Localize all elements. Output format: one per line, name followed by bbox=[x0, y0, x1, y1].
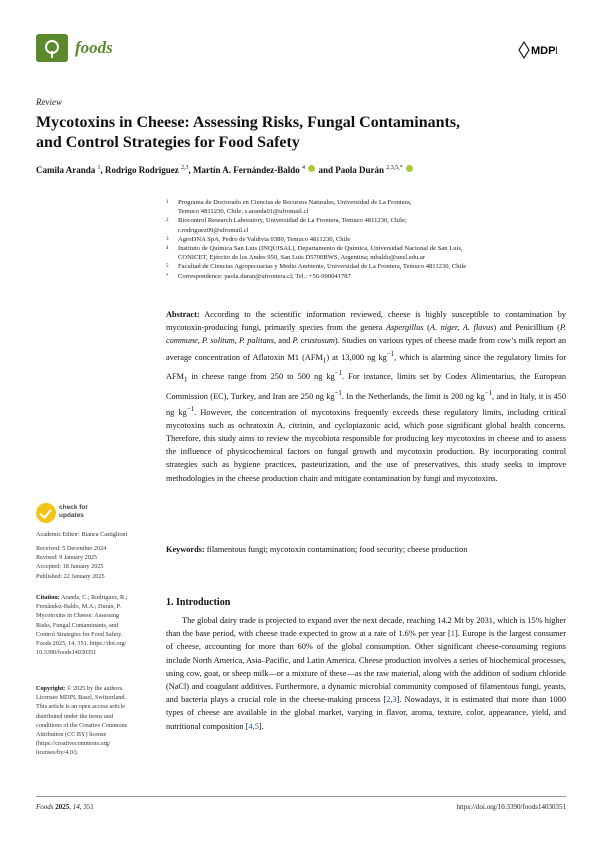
author-name[interactable]: Rodrigo Rodriguez bbox=[105, 165, 179, 175]
mdpi-logo-icon bbox=[517, 40, 557, 60]
citation-link[interactable]: 2,3 bbox=[386, 695, 397, 705]
license-link[interactable]: (https://creativecommons.org/ bbox=[36, 740, 111, 748]
author-name[interactable]: Paola Durán bbox=[335, 165, 385, 175]
keywords-text: filamentous fungi; mycotoxin contamination; food security; cheese production bbox=[206, 545, 468, 554]
citation-label: Citation: bbox=[36, 594, 60, 601]
affiliation-item: 4 Instituto de Química San Luis (INQUISAL), Departamento de Química, Universidad Nacional de San Luis, CONICET, Ejército de los Andes 950, San Luis D5700BWS, Argentina; mbaldo@unsl.edu.ar bbox=[166, 245, 463, 262]
revised-date: Revised: 9 January 2025 bbox=[36, 554, 98, 562]
orcid-icon[interactable] bbox=[406, 165, 413, 172]
article-title bbox=[36, 113, 566, 153]
keywords-label: Keywords: bbox=[166, 545, 205, 554]
affiliation-item: 2 Biocontrol Research Laboratory, Universidad de La Frontera, Temuco 4811230, Chile; r.rodriguez09@ufromail.cl bbox=[166, 217, 407, 234]
published-date: Published: 22 January 2025 bbox=[36, 572, 105, 580]
affiliation-item: 5 Facultad de Ciencias Agropecuarias y Medio Ambiente, Universidad de La Frontera, Temuco 4811230, Chile bbox=[166, 263, 467, 271]
author-list: Camila Aranda $^1$, Rodrigo Rodriguez $^{2,3}$, Martín A. Fernández-Baldo $^4$ and Paola Durán $^{2,3,5,*}$ bbox=[36, 165, 576, 175]
section-heading: 1. Introduction bbox=[166, 597, 231, 608]
title-line-2: and Control Strategies for Food Safety bbox=[36, 134, 300, 151]
affiliations bbox=[166, 198, 566, 281]
citation-link[interactable]: 4,5 bbox=[248, 721, 259, 731]
abstract: Abstract: According to the scientific information reviewed, cheese is highly susceptible to contamination by mycotoxin-producing fungi, primarily species from the genera Aspergillus (A. niger, A. flavus) and Penicillium (P. commune, P. solitum, P. palitans, and P. crustosum). Studies on various types of cheese made from cow’s milk report an average concentration of Aflatoxin M1 $(AFM_1)$ at 13,000 ng $kg^{-1}$, which is alarming since the regulatory limits for $AFM_1$ in cheese range from 250 to 500 ng $kg^{-1}$. For instance, limits set by Codex Alimentarius, the European Commission (EC), Turkey, and Iran are 250 ng $kg^{-1}$. In the Netherlands, the limit is 200 ng $kg^{-1}$, and in Italy, it is 450 ng $kg^{-1}$. However, the concentration of mycotoxins frequently exceeds these regulatory limits, including critical mycotoxins such as ochratoxin A, citrinin, and cyclopiazonic acid, which pose significant global health concerns. Therefore, this study aims to review the mycobiota responsible for producing key mycotoxins in cheese and to assess the influence of physicochemical factors on fungal growth and mycotoxin production. By incorporating control strategies such as hygiene practices, pasteurization, and the use of preservatives, this study seeks to improve methodologies in the cheese production chain and mitigate contamination by fungi and mycotoxins. bbox=[166, 310, 567, 483]
citation-doi-link[interactable]: 10.3390/foods14030351 bbox=[36, 649, 97, 657]
mdpi-logo[interactable] bbox=[517, 40, 557, 60]
article-type: Review bbox=[36, 97, 62, 107]
footer-doi-link[interactable]: https://doi.org/10.3390/foods14030351 bbox=[456, 803, 566, 811]
footer-divider bbox=[36, 796, 566, 797]
abstract-label: Abstract: bbox=[166, 310, 200, 319]
academic-editor: Academic Editor: Bianca Castiglioni bbox=[36, 531, 128, 538]
journal-name[interactable]: foods bbox=[75, 38, 113, 57]
author-affil-sup: 2,3,5,* bbox=[386, 165, 403, 171]
received-date: Received: 5 December 2024 bbox=[36, 545, 107, 552]
author-affil-sup: 4 bbox=[302, 165, 306, 171]
citation-block: Citation: Aranda, C.; Rodriguez, R.; Fernández-Baldo, M.A.; Durán, P. Mycotoxins in Cheese: Assessing Risks, Fungal Contaminants, and Control Strategies for Food Safety. Foods 2025, 14, 351. https://doi.org/ 10.3390/foods14030351 bbox=[36, 594, 128, 657]
affiliation-item: 1 Programa de Doctorado en Ciencias de Recursos Naturales, Universidad de La Frontera, Temuco 4811230, Chile; s.aranda01@ufromail.cl bbox=[166, 199, 412, 216]
journal-logo bbox=[36, 34, 68, 62]
orcid-icon[interactable] bbox=[308, 165, 315, 172]
keywords bbox=[166, 544, 566, 556]
author-name[interactable]: Martín A. Fernández-Baldo bbox=[193, 165, 300, 175]
publisher-name: MDPI bbox=[531, 45, 557, 57]
copyright-label: Copyright: bbox=[36, 685, 66, 692]
author-affil-sup: 2,3 bbox=[181, 165, 189, 171]
footer-citation: Foods 2025, 14, 351 bbox=[36, 803, 94, 811]
history-dates bbox=[36, 544, 151, 581]
title-line-1: Mycotoxins in Cheese: Assessing Risks, Fungal Contaminants, bbox=[36, 114, 461, 131]
check-for-updates-icon[interactable] bbox=[36, 503, 56, 523]
affiliation-item: 3 AgroDNA SpA, Pedro de Valdivia 0380, Temuco 4811230, Chile bbox=[166, 235, 351, 243]
copyright-block: Copyright: © 2025 by the authors. Licensee MDPI, Basel, Switzerland. This article is an open access article distributed under the terms and conditions of the Creative Commons Attribution (CC BY) license (https://creativecommons.org/ licenses/by/4.0/). bbox=[36, 685, 128, 757]
introduction-paragraph: The global dairy trade is projected to expand over the next decade, reaching 14.2 Mt by 2031, which is 15% higher than the base period, with cheese trade expected to grow at a rate of 1.6% per year [1]. Europe is the largest consumer of cheese, accounting for more than 60% of the global consumption. Other significant cheese-consuming regions include North America, Asia–Pacific, and Latin America. Cheese production involves a series of biochemical processes, using cow, goat, or sheep milk—or a mixture of these—as the raw material, along with the addition of sodium chloride (NaCl) and coagulant additives. Furthermore, a dynamic microbial community composed of filamentous fungi, yeasts, and bacteria plays a crucial role in the cheese-making process [2,3]. Nowadays, it is estimated that more than 1000 types of cheese are available in the global market, varying in flavor, aroma, texture, color, appearance, yield, and nutritional composition [4,5]. bbox=[166, 616, 566, 731]
correspondence: * Correspondence: paola.duran@ufrontera.cl; Tel.: +56-990041787 bbox=[166, 272, 351, 280]
accepted-date: Accepted: 18 January 2025 bbox=[36, 563, 104, 571]
author-name[interactable]: Camila Aranda bbox=[36, 165, 96, 175]
check-for-updates-link[interactable]: check for updates bbox=[59, 504, 88, 519]
author-affil-sup: 1 bbox=[97, 165, 101, 171]
citation-link[interactable]: 1 bbox=[450, 629, 455, 639]
